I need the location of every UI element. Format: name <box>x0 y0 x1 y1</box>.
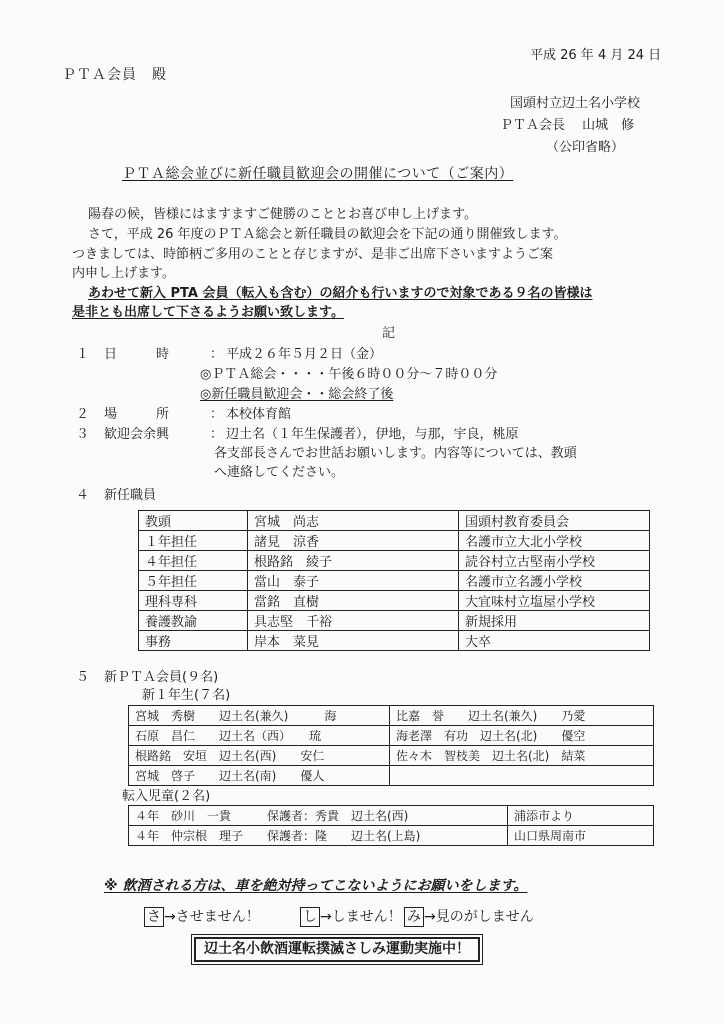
document-date: 平成 26 年 4 月 24 日 <box>530 48 662 63</box>
mi-text: →見のがしません <box>424 909 534 925</box>
item-3-value-line-3: へ連絡してください。 <box>214 465 345 480</box>
transfer-origin: 山口県周南市 <box>508 826 654 846</box>
member-cell: 宮城 秀樹 辺土名(兼久) 海 <box>129 706 390 726</box>
member-cell: 石原 昌仁 辺土名（西） 琉 <box>129 726 390 746</box>
item-1-colon: ： <box>210 347 224 362</box>
mi-box: み <box>404 907 424 927</box>
emphasis-line-2: 是非とも出席して下さるようお願い致します。 <box>72 305 344 320</box>
item-1-pta-time: ◎ＰＴＡ総会・・・・午後６時００分～７時００分 <box>200 367 498 382</box>
item-3-colon: ： <box>210 427 224 442</box>
item-2-number: ２ <box>76 407 90 422</box>
member-cell: 根路銘 安垣 辺土名(西) 安仁 <box>129 746 390 766</box>
staff-name: 宮城 尚志 <box>248 511 459 531</box>
item-3-value-line-1: 辺土名（１年生保護者），伊地，与那，宇良，桃原 <box>226 427 519 442</box>
staff-role: ４年担任 <box>139 551 248 571</box>
staff-previous-post: 名護市立名護小学校 <box>459 571 650 591</box>
table-row <box>139 551 650 571</box>
item-3-value-line-2: 各支部長さんでお世話お願いします。内容等については、教頭 <box>214 446 577 461</box>
staff-role: 理科専科 <box>139 591 248 611</box>
sender-note: （公印省略） <box>546 140 625 155</box>
request-line-2: 内申し上げます。 <box>72 266 175 281</box>
document-title: ＰＴＡ総会並びに新任職員歓迎会の開催について（ご案内） <box>122 166 514 182</box>
table-row <box>139 511 650 531</box>
staff-name: 諸見 涼香 <box>248 531 459 551</box>
announcement-paragraph: さて，平成 26 年度のＰＴＡ総会と新任職員の歓迎会を下記の通り開催致します。 <box>88 227 567 242</box>
staff-name: 岸本 菜見 <box>248 631 459 651</box>
item-2-label: 場 所 <box>104 407 170 422</box>
request-line-1: つきましては、時節柄ご多用のことと存じますが、是非ご出席下さいますようご案 <box>72 247 554 262</box>
item-5-label: 新ＰＴＡ会員(９名) <box>104 670 219 685</box>
sender-organization: 国頭村立辺土名小学校 <box>510 96 641 111</box>
table-row <box>139 631 650 651</box>
member-cell: 佐々木 智枝美 辺土名(北) 結菜 <box>390 746 654 766</box>
sa-box: さ <box>144 907 164 927</box>
staff-name: 具志堅 千裕 <box>248 611 459 631</box>
item-1-number: １ <box>76 347 90 362</box>
slogan-shi <box>300 907 402 927</box>
sender-name: ＰＴＡ会長 山城 修 <box>500 118 635 133</box>
staff-name: 當山 泰子 <box>248 571 459 591</box>
item-1-label: 日 時 <box>104 347 170 362</box>
item-5-number: ５ <box>76 670 90 685</box>
campaign-banner: 辺土名小飲酒運転撲滅さしみ運動実施中！ <box>194 937 480 962</box>
table-row <box>139 591 650 611</box>
staff-role: 養護教諭 <box>139 611 248 631</box>
transfer-student: ４年 砂川 一貴 保護者：秀貴 辺土名(西) <box>129 806 508 826</box>
member-cell: 海老澤 有功 辺土名(北) 優空 <box>390 726 654 746</box>
staff-previous-post: 読谷村立古堅南小学校 <box>459 551 650 571</box>
item-1-date: 平成２６年５月２日（金） <box>226 347 383 362</box>
staff-previous-post: 大卒 <box>459 631 650 651</box>
sa-text: →させません！ <box>164 909 260 925</box>
shi-text: →しません！ <box>320 909 402 925</box>
staff-role: 事務 <box>139 631 248 651</box>
item-1-welcome-time: ◎新任職員歓迎会・・総会終了後 <box>200 387 394 402</box>
item-2-venue: 本校体育館 <box>226 407 292 422</box>
table-row <box>139 571 650 591</box>
item-4-number: ４ <box>76 488 90 503</box>
transfer-students-table <box>128 805 654 846</box>
drinking-warning: ※ 飲酒される方は、車を絶対持ってこないようにお願いをします。 <box>104 878 528 894</box>
staff-role: ５年担任 <box>139 571 248 591</box>
table-row <box>129 726 654 746</box>
table-row <box>129 766 654 786</box>
first-grade-members-table <box>128 705 654 786</box>
slogan-sa <box>144 907 260 927</box>
shi-box: し <box>300 907 320 927</box>
staff-role: １年担任 <box>139 531 248 551</box>
staff-role: 教頭 <box>139 511 248 531</box>
item-3-number: ３ <box>76 427 90 442</box>
table-row <box>129 826 654 846</box>
table-row <box>129 746 654 766</box>
transfer-student: ４年 仲宗根 理子 保護者：隆 辺土名(上島) <box>129 826 508 846</box>
staff-previous-post: 名護市立大北小学校 <box>459 531 650 551</box>
staff-previous-post: 新規採用 <box>459 611 650 631</box>
staff-previous-post: 大宜味村立塩屋小学校 <box>459 591 650 611</box>
table-row <box>129 806 654 826</box>
table-row <box>139 531 650 551</box>
table-row <box>129 706 654 726</box>
ki-heading: 記 <box>382 326 396 341</box>
slogan-mi <box>404 907 534 927</box>
item-3-label: 歓迎会余興 <box>104 427 170 442</box>
transfer-label: 転入児童(２名) <box>122 789 211 804</box>
member-cell <box>390 766 654 786</box>
staff-previous-post: 国頭村教育委員会 <box>459 511 650 531</box>
greeting-paragraph: 陽春の候，皆様にはますますご健勝のこととお喜び申し上げます。 <box>88 207 477 222</box>
staff-name: 根路銘 綾子 <box>248 551 459 571</box>
item-4-label: 新任職員 <box>104 488 157 503</box>
emphasis-line-1: あわせて新入 PTA 会員（転入も含む）の紹介も行いますので対象である９名の皆様は <box>88 286 593 301</box>
item-2-colon: ： <box>210 407 224 422</box>
member-cell: 比嘉 誉 辺土名(兼久) 乃愛 <box>390 706 654 726</box>
staff-name: 當銘 直樹 <box>248 591 459 611</box>
new-staff-table <box>138 510 650 651</box>
transfer-origin: 浦添市より <box>508 806 654 826</box>
table-row <box>139 611 650 631</box>
first-grade-label: 新１年生(７名) <box>142 688 231 703</box>
addressee: ＰＴＡ会員 殿 <box>62 67 167 83</box>
member-cell: 宮城 啓子 辺土名(南) 優人 <box>129 766 390 786</box>
